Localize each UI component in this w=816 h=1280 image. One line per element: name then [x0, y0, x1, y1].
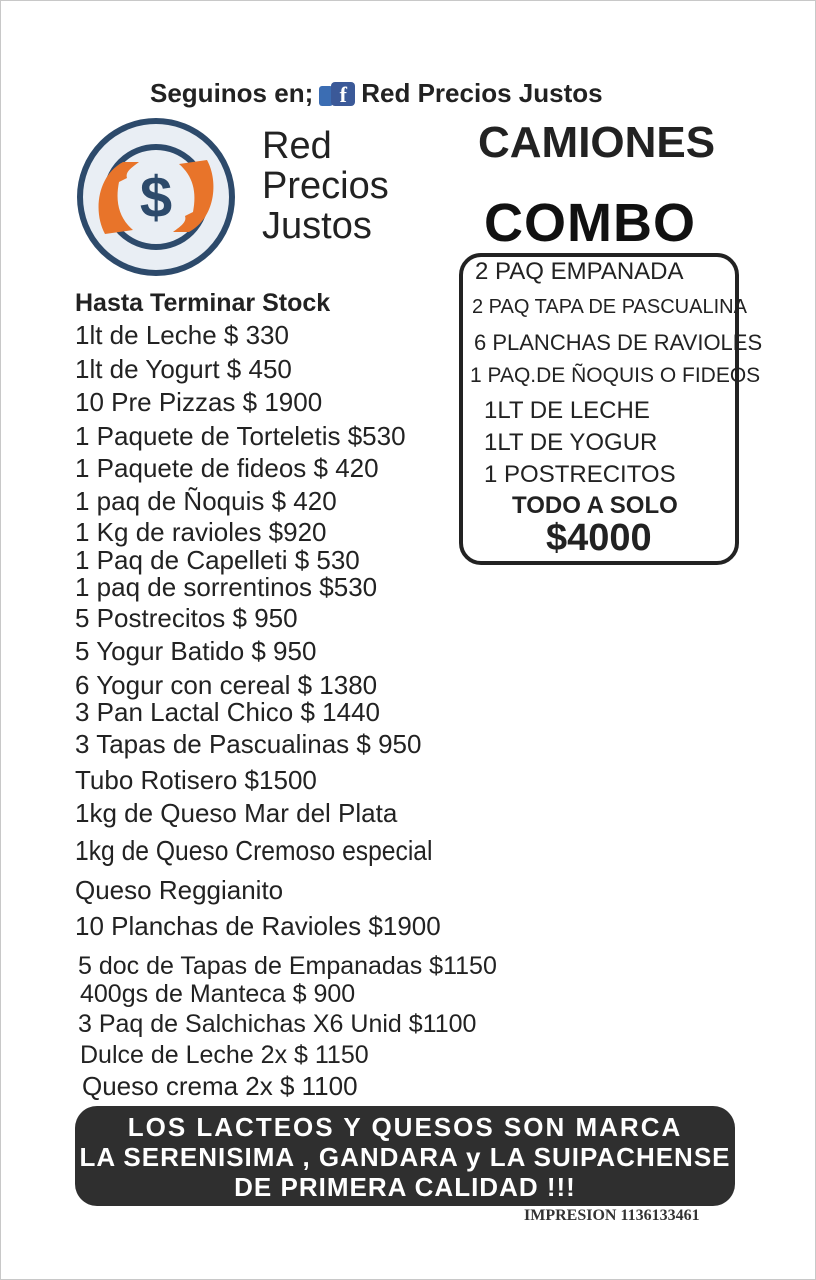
combo-item: 1LT DE YOGUR [484, 429, 658, 456]
list-item: Queso crema 2x $ 1100 [82, 1071, 358, 1101]
social-line [150, 78, 603, 109]
brand-name [262, 126, 389, 246]
list-header: Hasta Terminar Stock [75, 289, 331, 317]
list-item: 5 Yogur Batido $ 950 [75, 636, 317, 666]
facebook-icon [319, 80, 355, 108]
list-item: 1lt de Leche $ 330 [75, 320, 289, 350]
social-page-name: Red Precios Justos [361, 78, 603, 108]
social-prefix: Seguinos en; [150, 78, 314, 108]
combo-item: 1 POSTRECITOS [484, 461, 676, 488]
list-item: 5 Postrecitos $ 950 [75, 603, 298, 633]
list-item: 1 paq de sorrentinos $530 [75, 572, 378, 602]
list-item: 10 Pre Pizzas $ 1900 [75, 387, 323, 417]
list-item: 1kg de Queso Cremoso especial [75, 835, 433, 866]
dollar-hands-logo-icon [75, 116, 237, 278]
list-item: 1 Kg de ravioles $920 [75, 517, 327, 547]
list-item: 10 Planchas de Ravioles $1900 [75, 911, 441, 941]
combo-title: COMBO [484, 193, 696, 253]
list-item: 5 doc de Tapas de Empanadas $1150 [78, 952, 497, 980]
list-item: 1 paq de Ñoquis $ 420 [75, 486, 337, 516]
list-item: Dulce de Leche 2x $ 1150 [80, 1041, 369, 1069]
combo-item: 1LT DE LECHE [484, 397, 650, 424]
brand-line-3: Justos [262, 205, 372, 247]
list-item: 1 Paq de Capelleti $ 530 [75, 545, 360, 575]
combo-item: 2 PAQ EMPANADA [475, 258, 684, 285]
list-item: 400gs de Manteca $ 900 [80, 980, 356, 1008]
combo-item: 2 PAQ TAPA DE PASCUALINA [472, 296, 747, 318]
brand-line-2: Precios [262, 165, 389, 207]
brand-line-1: Red [262, 125, 332, 167]
banner-line-1: LOS LACTEOS Y QUESOS SON MARCA [127, 1112, 683, 1142]
banner-line-2: LA SERENISIMA , GANDARA y LA SUIPACHENSE [79, 1142, 731, 1172]
list-item: 1lt de Yogurt $ 450 [75, 354, 292, 384]
list-item: 1 Paquete de fideos $ 420 [75, 453, 379, 483]
quality-banner [75, 1106, 735, 1206]
list-item: 6 Yogur con cereal $ 1380 [75, 670, 378, 700]
list-item: 1 Paquete de Torteletis $530 [75, 421, 406, 451]
combo-price: $4000 [546, 517, 652, 559]
list-item: Tubo Rotisero $1500 [75, 765, 317, 795]
print-credit: IMPRESION 1136133461 [524, 1207, 700, 1224]
combo-item: 6 PLANCHAS DE RAVIOLES [474, 330, 763, 355]
combo-item: 1 PAQ.DE ÑOQUIS O FIDEOS [470, 364, 761, 387]
banner-line-3: DE PRIMERA CALIDAD !!! [234, 1172, 576, 1202]
list-item: 3 Paq de Salchichas X6 Unid $1100 [78, 1010, 477, 1038]
list-item: 3 Tapas de Pascualinas $ 950 [75, 729, 422, 759]
list-item: 3 Pan Lactal Chico $ 1440 [75, 697, 380, 727]
list-item: Queso Reggianito [75, 875, 284, 905]
combo-todo-label: TODO A SOLO [512, 492, 678, 519]
facebook-f-letter: f [331, 82, 355, 106]
promo-heading: CAMIONES [478, 118, 716, 167]
list-item: 1kg de Queso Mar del Plata [75, 798, 398, 828]
svg-text:$: $ [139, 165, 173, 230]
